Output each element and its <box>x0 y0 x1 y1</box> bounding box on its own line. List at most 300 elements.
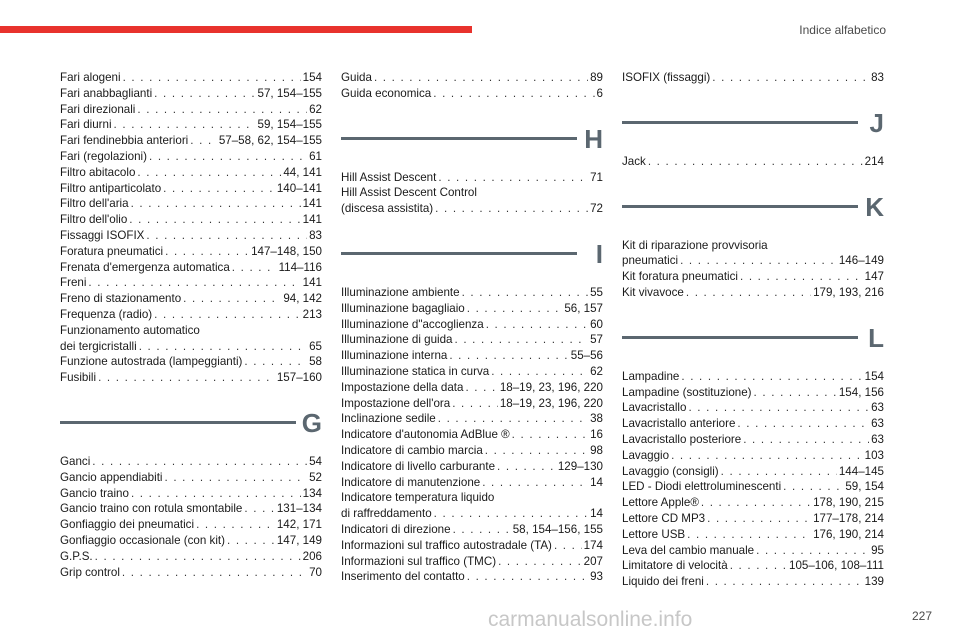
index-entry[interactable] <box>341 490 603 522</box>
page-references[interactable]: 139 <box>864 575 884 589</box>
dot-leader <box>453 522 511 538</box>
index-term: Indicatore di manutenzione <box>341 475 481 489</box>
page-number: 227 <box>911 609 932 623</box>
page-references[interactable]: 147 <box>864 270 884 284</box>
index-entry[interactable] <box>341 554 603 570</box>
index-entry[interactable] <box>60 244 322 260</box>
page-references[interactable]: 214 <box>864 154 884 168</box>
index-entry[interactable] <box>622 527 884 543</box>
index-entry-line <box>60 244 322 260</box>
index-term: Impostazione dell'ora <box>341 396 451 410</box>
dot-leader <box>154 86 255 102</box>
index-entry-line <box>341 301 603 317</box>
dot-leader <box>482 475 588 491</box>
index-entry[interactable] <box>60 517 322 533</box>
page-references[interactable]: 147–148, 150 <box>251 244 322 258</box>
index-entry-line <box>60 149 322 165</box>
index-term: Indicatore temperatura liquido <box>341 491 495 505</box>
page-references[interactable]: 129–130 <box>557 459 603 473</box>
index-entry-line <box>622 253 884 269</box>
page-references[interactable]: 141 <box>302 197 322 211</box>
page-title: Indice alfabetico <box>799 23 886 37</box>
dot-leader <box>92 454 307 470</box>
index-entry[interactable] <box>341 459 603 475</box>
index-entry-line <box>341 522 603 538</box>
dot-leader <box>512 427 588 443</box>
index-entry[interactable] <box>622 479 884 495</box>
index-entry[interactable] <box>622 574 884 590</box>
index-entry[interactable] <box>622 285 884 301</box>
index-entry-line <box>341 411 603 427</box>
dot-leader <box>123 70 301 86</box>
index-entry[interactable] <box>341 70 603 86</box>
index-term: Fari alogeni <box>60 71 121 84</box>
index-entry[interactable] <box>622 543 884 559</box>
index-column-1 <box>60 70 322 580</box>
index-entry[interactable] <box>341 522 603 538</box>
dot-leader <box>701 495 811 511</box>
index-entry-line <box>60 501 322 517</box>
page-references[interactable]: 179, 193, 216 <box>813 285 884 299</box>
section-header-k <box>622 192 884 232</box>
page-references[interactable]: 207 <box>583 554 603 568</box>
index-term: Lavacristallo posteriore <box>622 432 742 446</box>
dot-leader <box>165 470 308 486</box>
dot-leader <box>687 527 811 543</box>
index-entry[interactable] <box>60 165 322 181</box>
dot-leader <box>671 448 863 464</box>
index-entry[interactable] <box>60 565 322 581</box>
section-letter: I <box>595 238 603 269</box>
index-entry-line <box>622 385 884 401</box>
index-entry[interactable] <box>622 495 884 511</box>
index-entry[interactable] <box>60 549 322 565</box>
section-rule <box>622 205 858 208</box>
dot-leader <box>433 86 594 102</box>
section-rule <box>341 252 577 255</box>
index-entry[interactable] <box>60 102 322 118</box>
index-entry-line <box>60 354 322 370</box>
dot-leader <box>743 432 869 448</box>
index-term: Lavacristallo <box>622 401 687 415</box>
index-term: Indicatore di livello carburante <box>341 459 496 473</box>
index-entry-line <box>60 165 322 181</box>
index-term: Funzione autostrada (lampeggianti) <box>60 355 243 369</box>
page-references[interactable]: 44, 141 <box>283 165 322 179</box>
page-references[interactable]: 177–178, 214 <box>813 511 884 525</box>
index-entry[interactable] <box>60 86 322 102</box>
page-references[interactable]: 55–56 <box>570 349 603 363</box>
page-references[interactable]: 206 <box>302 549 322 563</box>
page-references[interactable]: 144–145 <box>838 464 884 478</box>
index-term: Fari anabbaglianti <box>60 86 153 100</box>
index-entry[interactable] <box>60 117 322 133</box>
index-column-2 <box>341 70 603 585</box>
section-rule <box>622 121 858 124</box>
index-entry-line <box>60 181 322 197</box>
index-entry-line <box>60 486 322 502</box>
index-entry-line <box>622 543 884 559</box>
index-entry-line <box>341 170 603 186</box>
index-entry-line <box>60 454 322 470</box>
page-references[interactable]: 71 <box>590 170 603 184</box>
page-references[interactable]: 142, 171 <box>276 518 322 532</box>
page-references[interactable]: 59, 154 <box>845 480 884 494</box>
index-entry[interactable] <box>60 370 322 386</box>
index-term: Fari fendinebbia anteriori <box>60 134 189 148</box>
page-references[interactable]: 157–160 <box>276 371 322 385</box>
index-entry-line <box>60 212 322 228</box>
index-entry-line <box>60 470 322 486</box>
index-entry-line <box>341 490 603 506</box>
index-entry-line <box>60 70 322 86</box>
page-references[interactable]: 114–116 <box>278 260 322 274</box>
index-term: Illuminazione d"accoglienza <box>341 317 484 331</box>
index-term: Illuminazione interna <box>341 349 448 363</box>
index-entry[interactable] <box>622 385 884 401</box>
page-references[interactable]: 154 <box>864 369 884 383</box>
page-references[interactable]: 65 <box>309 339 322 353</box>
page-references[interactable]: 63 <box>871 401 884 415</box>
page-references[interactable]: 54 <box>309 454 322 468</box>
dot-leader <box>648 154 863 170</box>
index-entry-line <box>60 533 322 549</box>
index-entry-line <box>60 275 322 291</box>
watermark: carmanualsonline.info <box>488 608 693 631</box>
section-letter: J <box>869 107 884 138</box>
page-references[interactable]: 57, 154–155 <box>257 86 322 100</box>
index-term: Kit di riparazione provvisoria <box>622 238 768 252</box>
dot-leader <box>783 479 843 495</box>
index-entry-line <box>622 269 884 285</box>
page-references[interactable]: 103 <box>864 448 884 462</box>
page-references[interactable]: 59, 154–155 <box>257 118 322 132</box>
page-references[interactable]: 70 <box>309 565 322 579</box>
index-term: Hill Assist Descent <box>341 170 437 184</box>
page-references[interactable]: 134 <box>302 486 322 500</box>
index-term: di raffreddamento <box>341 507 432 521</box>
page-references[interactable]: 60 <box>590 317 603 331</box>
dot-leader <box>706 574 863 590</box>
page-references[interactable]: 61 <box>309 149 322 163</box>
index-entry[interactable] <box>622 154 884 170</box>
dot-leader <box>740 269 863 285</box>
index-term: Fusibili <box>60 371 97 385</box>
index-term: Gonfiaggio dei pneumatici <box>60 518 195 532</box>
dot-leader <box>131 486 301 502</box>
dot-leader <box>452 396 498 412</box>
section-letter: G <box>301 407 322 438</box>
index-entry[interactable] <box>60 70 322 86</box>
page-references[interactable]: 18–19, 23, 196, 220 <box>499 396 603 410</box>
index-term: Fissaggi ISOFIX <box>60 228 145 242</box>
dot-leader <box>244 501 274 517</box>
section-header-h <box>341 124 603 164</box>
index-term: Informazioni sul traffico autostradale (TA) <box>341 538 552 552</box>
page-references[interactable]: 57 <box>590 333 603 347</box>
index-entry-line <box>341 506 603 522</box>
index-entry[interactable] <box>622 432 884 448</box>
dot-leader <box>467 301 563 317</box>
dot-leader <box>491 364 588 380</box>
index-entry[interactable] <box>60 260 322 276</box>
index-entry[interactable] <box>341 185 603 217</box>
dot-leader <box>196 517 275 533</box>
index-entry[interactable] <box>60 181 322 197</box>
index-entry[interactable] <box>60 470 322 486</box>
dot-leader <box>686 285 811 301</box>
index-entry[interactable] <box>341 86 603 102</box>
index-entry[interactable] <box>341 332 603 348</box>
dot-leader <box>227 533 275 549</box>
dot-leader <box>244 354 307 370</box>
index-term: Lavaggio (consigli) <box>622 464 719 478</box>
page-references[interactable]: 72 <box>590 202 603 216</box>
index-entry[interactable] <box>60 454 322 470</box>
index-term: Lampadine <box>622 369 680 383</box>
index-entry[interactable] <box>341 317 603 333</box>
index-entry[interactable] <box>622 511 884 527</box>
page-references[interactable]: 140–141 <box>276 181 322 195</box>
index-term: LED - Diodi elettroluminescenti <box>622 480 782 494</box>
dot-leader <box>137 165 281 181</box>
index-term: Limitatore di velocità <box>622 559 728 573</box>
page-references[interactable]: 141 <box>302 213 322 227</box>
page-references[interactable]: 14 <box>590 507 603 521</box>
index-entry[interactable] <box>60 133 322 149</box>
index-entry-line <box>341 86 603 102</box>
index-entry-line <box>341 317 603 333</box>
index-entry[interactable] <box>341 170 603 186</box>
index-term: (discesa assistita) <box>341 202 434 216</box>
page-references[interactable]: 56, 157 <box>564 301 603 315</box>
index-entry[interactable] <box>622 400 884 416</box>
index-entry-line <box>622 285 884 301</box>
index-entry[interactable] <box>60 354 322 370</box>
dot-leader <box>754 385 837 401</box>
page-references[interactable]: 58 <box>309 355 322 369</box>
index-entry[interactable] <box>622 70 884 86</box>
index-term: Leva del cambio manuale <box>622 543 755 557</box>
index-term: Illuminazione statica in curva <box>341 364 490 378</box>
index-entry[interactable] <box>60 533 322 549</box>
page-references[interactable]: 52 <box>309 470 322 484</box>
index-entry-line <box>341 380 603 396</box>
page-references[interactable]: 213 <box>302 307 322 321</box>
dot-leader <box>98 370 275 386</box>
index-term: Kit foratura pneumatici <box>622 270 738 284</box>
dot-leader <box>497 459 556 475</box>
index-term: pneumatici <box>622 254 679 268</box>
dot-leader <box>129 212 300 228</box>
index-entry-line <box>60 196 322 212</box>
index-entry-line <box>622 70 884 86</box>
page-references[interactable]: 178, 190, 215 <box>813 496 884 510</box>
page-references[interactable]: 62 <box>309 102 322 116</box>
index-entry-line <box>622 464 884 480</box>
index-entry[interactable] <box>341 301 603 317</box>
index-entry-line <box>341 569 603 585</box>
dot-leader <box>88 275 300 291</box>
index-term: Jack <box>622 154 646 168</box>
index-term: Lettore Apple® <box>622 496 699 510</box>
page-references[interactable]: 55 <box>590 285 603 299</box>
index-column-3 <box>622 70 884 590</box>
index-entry-line <box>622 400 884 416</box>
index-term: ISOFIX (fissaggi) <box>622 71 711 84</box>
index-entry[interactable] <box>60 212 322 228</box>
index-term: Indicatore di cambio marcia <box>341 443 483 457</box>
dot-leader <box>95 549 301 565</box>
page-references[interactable]: 58, 154–156, 155 <box>512 522 603 536</box>
index-entry[interactable] <box>341 443 603 459</box>
page-references[interactable]: 95 <box>871 543 884 557</box>
index-entry-line <box>60 370 322 386</box>
index-entry-line <box>60 117 322 133</box>
dot-leader <box>434 506 588 522</box>
dot-leader <box>730 558 787 574</box>
index-entry[interactable] <box>622 448 884 464</box>
index-term: G.P.S. <box>60 549 93 563</box>
index-entry-line <box>341 201 603 217</box>
index-entry-line <box>622 448 884 464</box>
page-references[interactable]: 131–134 <box>276 502 322 516</box>
index-entry[interactable] <box>341 569 603 585</box>
dot-leader <box>498 554 582 570</box>
index-term: Gancio traino con rotula smontabile <box>60 502 243 516</box>
header-accent-bar <box>0 26 472 33</box>
page-references[interactable]: 57–58, 62, 154–155 <box>218 134 322 148</box>
page-references[interactable]: 63 <box>871 432 884 446</box>
dot-leader <box>435 201 588 217</box>
dot-leader <box>455 332 589 348</box>
index-term: Illuminazione di guida <box>341 333 453 347</box>
index-term: Frenata d'emergenza automatica <box>60 260 230 274</box>
index-entry[interactable] <box>341 538 603 554</box>
index-entry[interactable] <box>60 149 322 165</box>
dot-leader <box>712 70 869 86</box>
section-header-j <box>622 108 884 148</box>
page-references[interactable]: 16 <box>590 428 603 442</box>
index-entry-line <box>622 479 884 495</box>
index-entry[interactable] <box>341 427 603 443</box>
index-term: Illuminazione ambiente <box>341 285 460 299</box>
dot-leader <box>554 538 582 554</box>
index-entry-line <box>341 364 603 380</box>
index-entry-line <box>622 416 884 432</box>
index-entry-line <box>622 495 884 511</box>
dot-leader <box>465 380 497 396</box>
index-entry-line <box>622 574 884 590</box>
page-references[interactable]: 147, 149 <box>276 533 322 547</box>
index-entry-line <box>60 86 322 102</box>
index-entry[interactable] <box>622 416 884 432</box>
page-references[interactable]: 98 <box>590 443 603 457</box>
page-references[interactable]: 18–19, 23, 196, 220 <box>499 380 603 394</box>
dot-leader <box>139 339 307 355</box>
index-entry[interactable] <box>60 307 322 323</box>
index-term: Lettore USB <box>622 527 686 541</box>
dot-leader <box>146 228 307 244</box>
dot-leader <box>163 181 275 197</box>
index-entry[interactable] <box>622 464 884 480</box>
index-entry[interactable] <box>341 411 603 427</box>
page-references[interactable]: 146–149 <box>838 254 884 268</box>
index-entry[interactable] <box>341 396 603 412</box>
page-references[interactable]: 105–106, 108–111 <box>789 559 884 573</box>
index-entry-line <box>60 260 322 276</box>
index-term: Inclinazione sedile <box>341 412 436 426</box>
dot-leader <box>462 285 589 301</box>
index-entry-line <box>341 427 603 443</box>
page-references[interactable]: 38 <box>590 412 603 426</box>
index-entry-line <box>622 238 884 254</box>
index-entry[interactable] <box>341 380 603 396</box>
index-entry-line <box>341 443 603 459</box>
index-entry-line <box>341 396 603 412</box>
section-header-l <box>622 323 884 363</box>
index-entry[interactable] <box>341 364 603 380</box>
page-references[interactable]: 6 <box>596 86 603 100</box>
index-entry[interactable] <box>60 196 322 212</box>
section-rule <box>622 336 858 339</box>
index-term: Kit vivavoce <box>622 285 684 299</box>
index-term: Foratura pneumatici <box>60 244 164 258</box>
page-references[interactable]: 154, 156 <box>838 385 884 399</box>
index-entry[interactable] <box>341 475 603 491</box>
index-entry[interactable] <box>60 486 322 502</box>
section-letter: K <box>865 191 884 222</box>
index-entry[interactable] <box>60 323 322 355</box>
index-term: Filtro abitacolo <box>60 165 136 179</box>
dot-leader <box>137 102 307 118</box>
index-entry[interactable] <box>341 285 603 301</box>
index-entry-line <box>622 558 884 574</box>
index-entry-line <box>341 185 603 201</box>
index-entry[interactable] <box>60 228 322 244</box>
page-references[interactable]: 94, 142 <box>283 292 322 306</box>
index-entry[interactable] <box>341 348 603 364</box>
index-entry-line <box>341 475 603 491</box>
page-references[interactable]: 89 <box>590 71 603 84</box>
index-entry[interactable] <box>622 369 884 385</box>
index-entry[interactable] <box>622 269 884 285</box>
index-entry[interactable] <box>60 291 322 307</box>
page-references[interactable]: 83 <box>871 71 884 84</box>
page-references[interactable]: 176, 190, 214 <box>813 527 884 541</box>
page-references[interactable]: 141 <box>302 276 322 290</box>
page-references[interactable]: 14 <box>590 475 603 489</box>
index-term: Grip control <box>60 565 120 579</box>
index-entry-line <box>60 565 322 581</box>
index-entry[interactable] <box>60 275 322 291</box>
index-entry[interactable] <box>60 501 322 517</box>
index-entry-line <box>622 511 884 527</box>
page-references[interactable]: 83 <box>309 228 322 242</box>
index-entry[interactable] <box>622 238 884 270</box>
dot-leader <box>154 307 301 323</box>
index-term: Guida economica <box>341 86 432 100</box>
page-references[interactable]: 93 <box>590 570 603 584</box>
page-references[interactable]: 63 <box>871 417 884 431</box>
page-references[interactable]: 62 <box>590 364 603 378</box>
page-references[interactable]: 174 <box>583 538 603 552</box>
index-entry[interactable] <box>622 558 884 574</box>
page-references[interactable]: 154 <box>302 71 322 84</box>
index-entry-line <box>341 285 603 301</box>
index-term: Lavaggio <box>622 448 670 462</box>
index-term: Lampadine (sostituzione) <box>622 385 752 399</box>
